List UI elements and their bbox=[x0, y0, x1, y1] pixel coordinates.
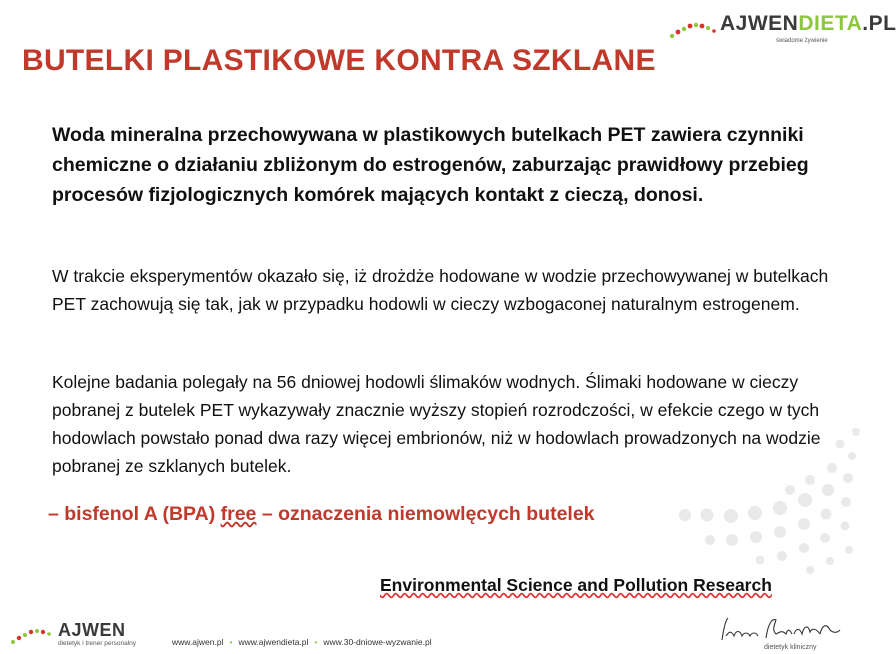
lead-paragraph: Woda mineralna przechowywana w plastikowych butelkach PET zawiera czynniki chemiczne o działaniu zbliżonym do estrogenów, zaburzając prawidłowy przebieg procesów fizjologicznych komórek mających kontakt z cieczą, donosi. bbox=[52, 124, 809, 206]
bpa-free-note bbox=[48, 503, 595, 526]
logo-tagline: świadome żywienie bbox=[776, 38, 828, 44]
signature-role: dietetyk kliniczny bbox=[764, 644, 817, 651]
slide-title: BUTELKI PLASTIKOWE KONTRA SZKLANE bbox=[22, 44, 656, 77]
decorative-dots-pattern bbox=[560, 420, 870, 630]
footer-link-ajwendieta[interactable]: www.ajwendieta.pl bbox=[238, 637, 309, 647]
ajwendieta-logo bbox=[668, 10, 896, 50]
body-paragraph-yeast: W trakcie eksperymentów okazało się, iż drożdże hodowane w wodzie przechowywanej w butelkach PET zachowują się tak, jak w przypadku hodowli w cieczy wzbogaconej naturalnym estrogenem. bbox=[52, 266, 829, 314]
bpa-note-free: free bbox=[220, 503, 257, 525]
logo-dots-icon bbox=[668, 14, 718, 44]
footer-logo-tagline: dietetyk i trener personalny bbox=[58, 640, 137, 647]
footer-link-ajwen[interactable]: www.ajwen.pl bbox=[172, 637, 224, 647]
footer-logo-wordmark: AJWEN bbox=[58, 620, 126, 640]
footer-links bbox=[172, 637, 432, 647]
handwritten-signature-icon bbox=[716, 612, 846, 646]
logo-wordmark: AJWENDIETA.PL bbox=[720, 12, 896, 35]
bpa-note-suffix: – oznaczenia niemowlęcych butelek bbox=[256, 503, 595, 525]
source-citation: Environmental Science and Pollution Research bbox=[380, 575, 772, 595]
footer-link-30-dniowe[interactable]: www.30-dniowe-wyzwanie.pl bbox=[323, 637, 432, 647]
footer-separator: • bbox=[314, 637, 318, 647]
bpa-note-prefix: – bisfenol A (BPA) bbox=[48, 503, 221, 525]
ajwen-footer-logo bbox=[10, 620, 170, 654]
body-paragraph-snails: Kolejne badania polegały na 56 dniowej hodowli ślimaków wodnych. Ślimaki hodowane w cieczy pobranej z butelek PET wykazywały znacznie wyższy stopień rozrodczości, w efekcie czego w tych hodowlach powstało ponad dwa razy więcej embrionów, niż w hodowlach prowadzonych na wodzie pobranej ze szklanych butelek. bbox=[52, 372, 821, 476]
footer-logo-dots-icon bbox=[10, 622, 56, 648]
footer-separator: • bbox=[229, 637, 233, 647]
signature bbox=[716, 612, 846, 654]
